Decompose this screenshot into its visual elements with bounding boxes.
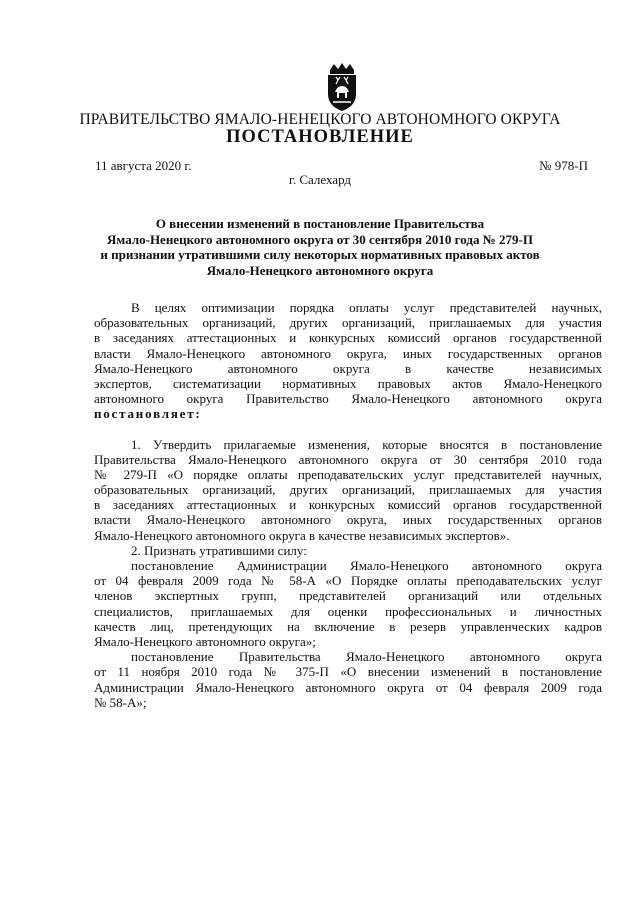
item1-line: образовательных организаций, других организаций, приглашаемых для участия [94, 482, 602, 498]
item1-line: 1. Утвердить прилагаемые изменения, которые вносятся в постановление [131, 436, 602, 452]
item2b-line: от 11 ноября 2010 года № 375-П «О внесении изменений в постановление [94, 664, 602, 680]
subject-line: О внесении изменений в постановление Правительства [155, 216, 485, 231]
preamble-line: экспертов, систематизации нормативных правовых актов Ямало-Ненецкого [94, 375, 602, 391]
document-type: ПОСТАНОВЛЕНИЕ [226, 127, 414, 147]
document-body [94, 300, 602, 710]
preamble-line: в заседаниях аттестационных и конкурсных комиссий органов государственной [94, 330, 602, 346]
item1-line: власти Ямало-Ненецкого автономного округа, иных государственных органов [94, 512, 602, 528]
preamble-line: В целях оптимизации порядка оплаты услуг представителей научных, [131, 300, 602, 315]
document-subject [90, 216, 550, 278]
subject-line: Ямало-Ненецкого автономного округа от 30 сентября 2010 года № 279-П [107, 231, 533, 247]
item1-line: № 279-П «О порядке оплаты преподавательских услуг представителей научных, [94, 466, 602, 482]
item2b-line: № 58-А»; [94, 694, 147, 710]
coat-of-arms-emblem-icon [321, 62, 363, 112]
resolves-word: постановляет: [94, 406, 202, 422]
preamble-line: автономного округа Правительство Ямало-Ненецкого автономного округа [94, 391, 602, 407]
item2b-line: постановление Правительства Ямало-Ненецкого автономного округа [131, 649, 602, 665]
subject-line: и признании утратившими силу некоторых нормативных правовых актов [100, 247, 540, 262]
document-city: г. Салехард [288, 172, 352, 187]
item2-title: 2. Признать утратившими силу: [131, 542, 307, 558]
item1-line: Ямало-Ненецкого автономного округа в качестве независимых экспертов». [94, 527, 510, 543]
item2a-line: качеств лиц, претендующих на включение в резерв управленческих кадров [94, 618, 602, 634]
item2a-line: Ямало-Ненецкого автономного округа»; [94, 633, 316, 649]
government-title: ПРАВИТЕЛЬСТВО ЯМАЛО-НЕНЕЦКОГО АВТОНОМНОГО ОКРУГА [79, 111, 561, 128]
preamble-line: власти Ямало-Ненецкого автономного округа, иных государственных органов [94, 345, 602, 361]
item2a-line: постановление Администрации Ямало-Ненецкого автономного округа [131, 558, 602, 573]
item2b-line: Администрации Ямало-Ненецкого автономного округа от 04 февраля 2009 года [94, 679, 602, 695]
item1-line: Правительства Ямало-Ненецкого автономного округа от 30 сентября 2010 года [94, 451, 602, 467]
item2a-line: специалистов, приглашаемых для оценки профессиональных и личностных [94, 603, 602, 619]
document-date: 11 августа 2020 г. [95, 158, 192, 173]
item2a-line: от 04 февраля 2009 года № 58-А «О Порядке оплаты преподавательских услуг [94, 573, 602, 589]
document-number: № 978-П [539, 158, 588, 173]
preamble-line: Ямало-Ненецкого автономного округа в качестве независимых [94, 360, 602, 376]
item1-line: в заседаниях аттестационных и конкурсных комиссий органов государственной [94, 497, 602, 513]
preamble-line: образовательных организаций, других организаций, приглашаемых для участия [94, 315, 602, 331]
subject-line: Ямало-Ненецкого автономного округа [206, 262, 434, 278]
item2a-line: членов экспертных групп, представителей организаций или отдельных [94, 588, 602, 604]
